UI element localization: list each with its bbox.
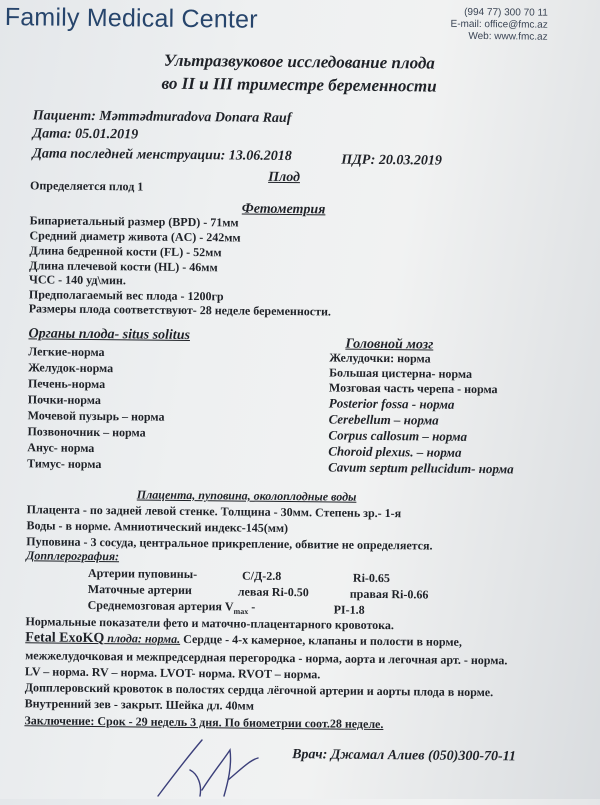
echo-label-tail: плода: норма. [104,631,181,646]
brain-heading: Головной мозг [345,336,434,353]
estimated-due-date: ПДР: 20.03.2019 [341,152,442,169]
doppler-mca-sub: max [233,606,249,617]
doppler-umbilical-sd: С/Д-2.8 [241,568,282,583]
placenta-line3: Пуповина - 3 сосуда, центральное прикрепление, обвитие не определяется. [26,534,433,553]
doppler-summary: Нормальные показатели фето и маточно-плацентарного кровотока. [25,614,395,633]
brain-skull: Мозговая часть черепа - норма [328,380,498,397]
last-menstruation: Дата последней менструации: 13.06.2018 [32,146,292,165]
organ-kidneys: Почки-норма [27,392,102,408]
placenta-heading: Плацента, пуповина, околоплодные воды [136,487,357,504]
clinic-email: E-mail: office@fmc.az [450,18,548,31]
fetometry-heart-rate: ЧСС - 140 уд\мин. [29,272,126,288]
echo-ventricles: LV – норма. RV – норма. LVOT- норма. RVOT – норма. [24,664,321,682]
clinic-brand: Family Medical Center [4,3,258,34]
doppler-umbilical-label: Артерии пуповины- [87,565,198,582]
report-title-line2: во II и III триместре беременности [161,73,437,96]
fetometry-ac: Средний диаметр живота (AC) - 242мм [29,228,241,245]
organ-bladder: Мочевой пузырь – норма [27,408,165,424]
brain-cavum-septum: Cavum septum pellucidum- норма [328,459,514,477]
organ-spine: Позвоночник – норма [27,424,146,440]
brain-cerebellum: Cerebellum – норма [328,411,439,428]
brain-corpus-callosum: Corpus callosum – норма [328,427,468,444]
echo-doppler-flow: Допплеровский кровоток в полостях сердца лёгочной артерии и аорты плода в норме. [24,680,494,700]
fetus-heading: Плод [268,169,301,186]
brain-ventricles: Желудочки: норма [329,350,431,366]
doppler-umbilical-ri: Ri-0.65 [352,570,391,586]
doppler-uterine-label: Маточные артерии [87,581,192,598]
doctor-signature-line: Врач: Джамал Алиев (050)300-70-11 [292,747,516,765]
echo-cervix: Внутренний зев - закрыт. Шейка дл. 40мм [24,696,255,713]
fetometry-weight: Предполагаемый вес плода - 1200гр [28,287,224,304]
doppler-mca-text: Среднемозговая артерия V [87,597,234,614]
organs-heading: Органы плода- situs solitus [28,326,191,344]
exam-date: Дата: 05.01.2019 [32,126,139,143]
organ-lungs: Легкие-норма [28,344,105,360]
brain-choroid-plexus: Choroid plexus. – норма [328,443,462,460]
echo-label: Fetal ExoKQ [25,630,105,647]
clinic-phone: (994 77) 300 70 11 [464,6,548,19]
doppler-uterine-right: правая Ri-0.66 [349,586,429,602]
echo-septum: межжелудочковая и межпредсердная перегородка - норма, аорта и легочная арт. - норма. [25,648,508,668]
placenta-line1: Плацента - по задней левой стенке. Толщина - 30мм. Степень зр.- 1-я [26,502,402,521]
doppler-uterine-left: левая Ri-0.50 [237,584,309,600]
fetometry-fl: Длина бедренной кости (FL) - 52мм [29,243,222,260]
conclusion: Заключение: Срок - 29 недель 3 дня. По биометрии соот.28 неделе. [24,713,384,732]
brain-cisterna: Большая цистерна- норма [329,365,473,381]
organ-liver: Печень-норма [27,376,106,392]
fetometry-size-match: Размеры плода соответствуют- 28 неделе беременности. [28,301,332,319]
organ-thymus: Тимус- норма [27,456,102,472]
patient-name: Пациент: Məmmədmuradova Donara Rauf [32,108,292,127]
organ-stomach: Желудок-норма [28,360,114,376]
fetometry-heading: Фетометрия [241,201,326,218]
clinic-web: Web: www.fmc.az [468,30,548,43]
fetus-count: Определяется плод 1 [29,178,144,194]
report-title-line1: Ультразвуковое исследование плода [163,50,435,73]
echo-heart: Сердце - 4-х камерное, клапаны и полости в норме, [183,631,462,649]
fetometry-bpd: Бипариетальный размер (BPD) - 71мм [29,213,239,230]
echo-line1 [25,630,462,651]
brain-posterior-fossa: Posterior fossa - норма [328,395,455,412]
handwritten-signature [150,730,290,799]
doppler-mca-pi: PI-1.8 [333,602,365,617]
doppler-mca-dash: - [248,599,256,614]
placenta-line2: Воды - в норме. Амниотический индекс-145(мм) [26,518,289,536]
doppler-mca-label [88,598,256,616]
fetometry-hl: Длина плечевой кости (HL) - 46мм [29,258,218,275]
organ-anus: Анус- норма [27,440,95,456]
doppler-heading: Допплерография: [26,548,120,564]
